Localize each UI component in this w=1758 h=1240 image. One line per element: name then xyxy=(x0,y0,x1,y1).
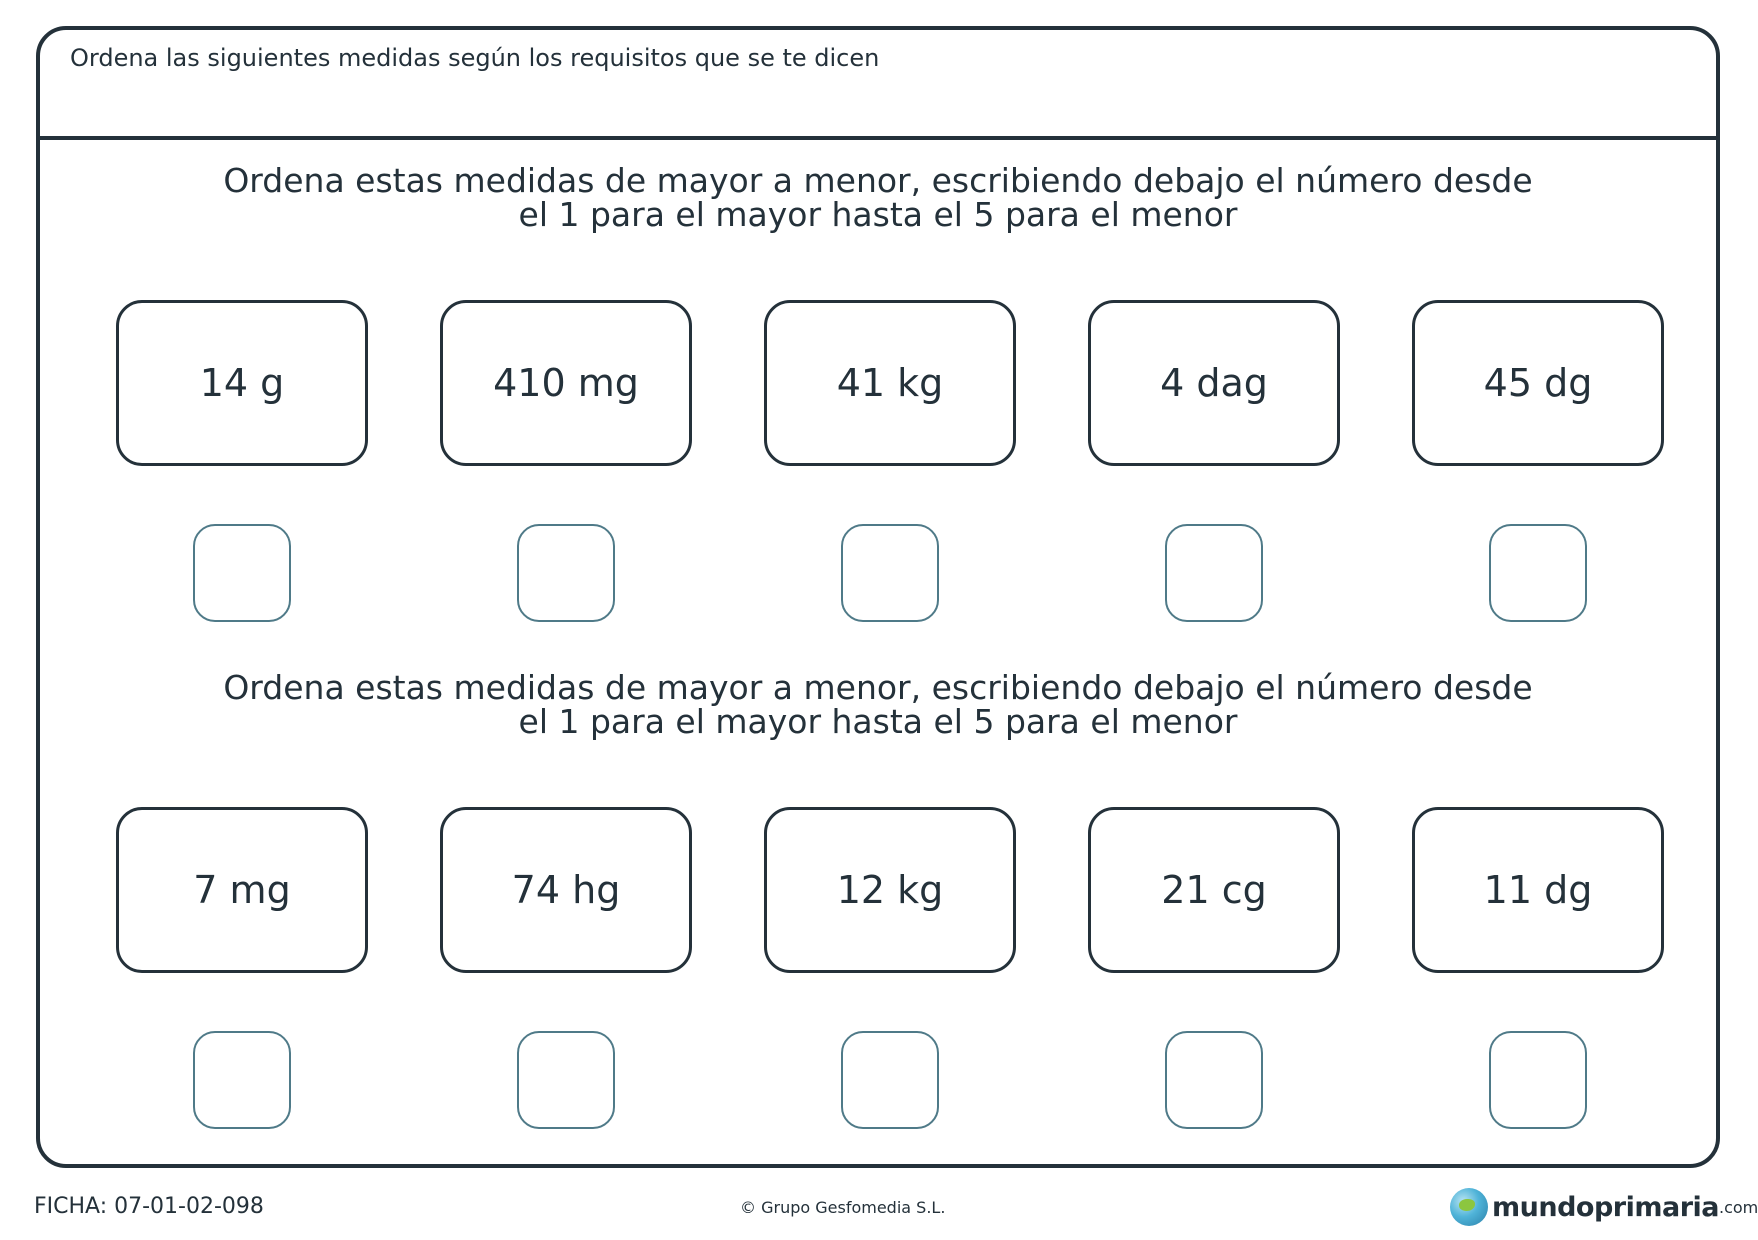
logo-suffix: .com xyxy=(1719,1197,1758,1217)
header-instruction: Ordena las siguientes medidas según los requisitos que se te dicen xyxy=(70,44,880,72)
answer-box[interactable] xyxy=(841,524,939,622)
answer-box[interactable] xyxy=(1489,1031,1587,1129)
logo-text: mundoprimaria xyxy=(1492,1191,1719,1223)
footer-copyright: © Grupo Gesfomedia S.L. xyxy=(740,1198,946,1217)
answer-box[interactable] xyxy=(1489,524,1587,622)
measure-card: 12 kg xyxy=(764,807,1016,973)
mundoprimaria-logo[interactable] xyxy=(1450,1186,1758,1228)
answer-box[interactable] xyxy=(517,1031,615,1129)
measure-card: 14 g xyxy=(116,300,368,466)
measure-card: 7 mg xyxy=(116,807,368,973)
answer-box[interactable] xyxy=(517,524,615,622)
answer-box[interactable] xyxy=(841,1031,939,1129)
answer-box[interactable] xyxy=(193,1031,291,1129)
answer-box[interactable] xyxy=(193,524,291,622)
measure-card: 4 dag xyxy=(1088,300,1340,466)
section-1-title: Ordena estas medidas de mayor a menor, escribiendo debajo el número desde el 1 para el mayor hasta el 5 para el menor xyxy=(223,161,1533,234)
measure-card: 11 dg xyxy=(1412,807,1664,973)
worksheet-frame xyxy=(36,26,1720,1168)
globe-logo-icon xyxy=(1450,1188,1488,1226)
worksheet-header xyxy=(40,30,1716,140)
measure-card: 74 hg xyxy=(440,807,692,973)
measure-card: 21 cg xyxy=(1088,807,1340,973)
footer-ficha-code: FICHA: 07-01-02-098 xyxy=(34,1194,264,1219)
section-2-title: Ordena estas medidas de mayor a menor, escribiendo debajo el número desde el 1 para el mayor hasta el 5 para el menor xyxy=(223,668,1533,741)
answer-box[interactable] xyxy=(1165,1031,1263,1129)
answer-box[interactable] xyxy=(1165,524,1263,622)
measure-card: 41 kg xyxy=(764,300,1016,466)
measure-card: 45 dg xyxy=(1412,300,1664,466)
measure-card: 410 mg xyxy=(440,300,692,466)
